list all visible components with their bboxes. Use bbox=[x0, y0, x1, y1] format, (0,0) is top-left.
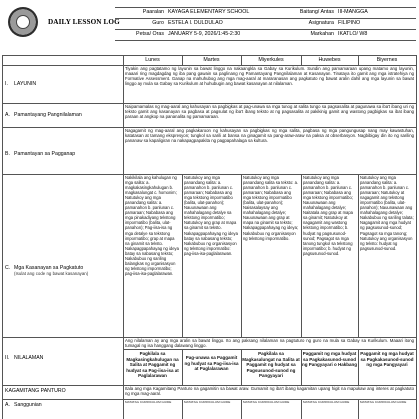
school-value: KAYAGA ELEMENTARY SCHOOL bbox=[168, 9, 250, 15]
sanggunian-cell-tuesday: MATATAG CURRICULUM GUIDE bbox=[184, 400, 231, 404]
row-label-nilalaman: II. NILALAMAN bbox=[5, 355, 44, 361]
day-header-tuesday: Martes bbox=[203, 57, 220, 63]
row-label-layunin: I. LAYUNIN bbox=[5, 81, 37, 87]
subject-value: FILIPINO bbox=[338, 20, 361, 26]
kagamitan-text: Itala ang mga Kagamitang Panturo na gagamitin sa bawat araw. Gumamit ng iba't ibang kagamitan upang higit na mapukaw ang interes at pagkatuto ng mga mag-aaral. bbox=[125, 386, 414, 397]
lesson-table bbox=[2, 55, 417, 419]
sanggunian-cell-monday: MATATAG CURRICULUM GUIDE bbox=[125, 400, 172, 404]
kasanayan-cell-monday: Nakikilala ang kahulugan ng mga salita: a. magkakasingkahulugan b. magkasalungat c. homonim; Natutukoy ang mga panandang salita: a. pamanahon b. panlunan c. pamaraan; Nababasa ang mga pinakadiyang tekstong impormatibo (balita, ulat-panahon); Pag-iisa-isa ng mga detalye sa tekstong impormatibo; grap at mapa na ginamit sa teksto. Nakapagpapahayag ng ideya batay sa nabasang teksto; Nakabubuo ng sariling balangkas ng organisasyon ng tekstong impormatibo; pag-iisa-isa-paglalarawan. bbox=[125, 175, 179, 276]
row-label-pangnilalaman: A. Pamantayang Pangnilalaman bbox=[5, 112, 82, 118]
school-seal-icon bbox=[8, 7, 38, 37]
sanggunian-cell-friday: MATATAG CURRICULUM GUIDE bbox=[360, 400, 407, 404]
nilalaman-cell-friday: Paggamit ng mga hudyat sa Pagkakasunod-sunod ng mga Pangyayari bbox=[360, 351, 414, 367]
date-value: JANUARY 5-9, 2026/1:45-2:30 bbox=[168, 31, 241, 37]
teacher-value: ESTELA I. DULDULAO bbox=[168, 20, 223, 26]
grade-label: Baitang/ Antas bbox=[299, 9, 334, 15]
day-header-wednesday: Miyerkules bbox=[258, 57, 284, 63]
sanggunian-cell-thursday: MATATAG CURRICULUM GUIDE bbox=[303, 400, 350, 404]
pangnilalaman-text: Naipamamalas ng mag-aaral ang kahusayan sa pagbigkas at pag-unawa sa mga tunog at salita tungo sa pagsasalita at pagunawa sa iba't ibang uri ng teksto gamit ang kasanayan sa pagbasa at pagsulat ng iba't ibang teksto at ng pagsasalita at pakikinig gamit ang wastong pagbigkas sa ibat ibang paraan at angkop na pananalita ng pamamaraan. bbox=[125, 104, 414, 120]
kasanayan-cell-wednesday: Natutukoy ang mga panandang salita sa teksto: a. pamanahon b. panlunan c. pamaraan; Nababasa ang mga tekstong impormatibo (balita, ulat-panahon); Naisasalaysay ang mahahalagang detalye; Nauunawaan ang grap at mapa na ginamit sa teksto; Nakapagpapahayag ng ideya; Nakabubuo ng organisasyon ng tekstong impormatibo. bbox=[243, 175, 299, 241]
kasanayan-cell-tuesday: Natutukoy ang mga panandang salita: a. pamanahon b. panlunan c. pamaraan; Nababasa ang mga tekstong impormatibo (balita, ulat-panahon); Nauunawaan ang mahahalagang detalye sa tekstong impormatibo; Natutukoy ang grap at mapa sa ginamit sa teksto. Nakapagpapahayag ng ideya batay sa nabasang teksto; Nakabubuo ng organisasyon ng tekstong impormatibo: pag-iisa-isa-paglalarawan. bbox=[184, 175, 238, 256]
nilalaman-text: Ang nilalaman ay ang mga aralin sa bawat linggo. Ito ang paksang nilalaman na pagtuturo ng guro na mula sa Gabay sa Kurikulum. Maaari itong tumagal ng isa hanggang dalawang linggo. bbox=[125, 338, 414, 349]
day-header-monday: Lunes bbox=[145, 57, 160, 63]
row-label-pagganap: B. Pamantayan sa Pagganap bbox=[5, 151, 76, 157]
kasanayan-cell-friday: Natutukoy ang mga panandang salita: a. pamanahon b. panlunan c. pamaraan; Natutukoy at nagagamit ang tekstong impormatibo (balita, ulat-panahon); Nauunawaan ang mahahalagang detalye; Nakabubuo ng sariling talata; Nagagamit ang mga hudyat ng pagsusunod-sunod; Pagsagot sa mga tanong; Natutukoy ang organisasyon ng teksto: hudyat ng pagsusunod-sunod. bbox=[360, 175, 414, 251]
row-label-sanggunian: A. Sanggunian bbox=[5, 402, 42, 408]
school-label: Paaralan bbox=[142, 9, 164, 15]
quarter-value: IKATLO/ W8 bbox=[338, 31, 368, 37]
row-label-kasanayan: C. Mga Kasanayan sa Pagkatuto (Isulat ang code ng bawat kasanayan) bbox=[5, 265, 89, 277]
date-label: Petsa/ Oras bbox=[136, 31, 164, 37]
nilalaman-cell-thursday: Paggamit ng mga hudyat sa Pagkakasunod-sunod ng Pangyayari o Hakbang bbox=[302, 351, 358, 367]
kasanayan-cell-thursday: Natutukoy ang mga panandang salita: a. pamanahon b. panlunan c. pamaraan; Nababasa ang mga tekstong impormatibo; Nauunawaan ang mahahalagang detalye; Naitatala ang grap at mapa sa ginamit; Natutukoy at nagagamit ang wastong tekstong impormatibo; b. hudyat ng pagsusunod-sunod; Pagsagot sa mga tanong tungkol sa tekstong impormatibo; b. hudyat ng pagsusunod-sunod. bbox=[303, 175, 353, 256]
pagganap-text: Nagagamit ng mag-aaral ang pagkakaroon ng kahusayan sa pagbigkas ng mga salita, pagbasa ng mga pangungusap nang may kawastuhan, katatasan at tamang ekspresyon; tungkol sa sarili at bansa na ginagamit sa pang-araw-araw na paksa at obserbasyon. Nagbibigay din ito ng sariling pananaw sa kapaligiran na nakapagpapakita ng pagpapahalaga sa kultura. bbox=[125, 128, 414, 144]
subject-label: Asignatura bbox=[308, 20, 334, 26]
row-label-kagamitan: KAGAMITANG PANTURO bbox=[5, 388, 66, 394]
grade-value: III-MANGGA bbox=[338, 9, 368, 15]
nilalaman-cell-wednesday: Pagkilala sa Magkasalungat na Salita at Paggamit ng hudyat sa Pagsusunod-sunod ng Pangyayari bbox=[242, 351, 300, 378]
day-header-thursday: Huwebes bbox=[318, 57, 341, 63]
nilalaman-cell-tuesday: Pag-unawa sa Paggamit ng hudyat sa Pag-iisa-isa at Paglalarawan bbox=[184, 355, 239, 371]
day-header-friday: Biyernes bbox=[376, 57, 398, 63]
layunin-text: Tiyakin ang pagtatamo ng layunin sa bawat linggo na nakaangkla sa Gabay sa Kurikulum. Sundin ang pamamaraan upang matamo ang layunin, maaari ring magdagdag ng iba pang gawain sa paglinang ng Pamantayang Pangnilalaman at Kasanayan. Tinataya ito gamit ang mga istratehiya ng Formative Assessment. Ganap na mahuhubog ang mga mag-aaral at mararanasan ang pagkatuto ng bawat aralin dahil ang mga layunin sa bawat linggo ay mula sa Gabay sa Kurikulum at huhubugin ang bawat kasanayan at nilalaman. bbox=[125, 66, 414, 87]
document-title: DAILY LESSON LOG bbox=[48, 18, 120, 26]
sanggunian-cell-wednesday: MATATAG CURRICULUM GUIDE bbox=[243, 400, 290, 404]
quarter-label: Markahan bbox=[310, 31, 334, 37]
nilalaman-cell-monday: Pagkilala sa Magkasingkahulugan na Salita at Paggamit ng hudyat sa Pag-iisa-isa at Paglalarawan bbox=[126, 351, 179, 378]
teacher-label: Guro bbox=[152, 20, 164, 26]
